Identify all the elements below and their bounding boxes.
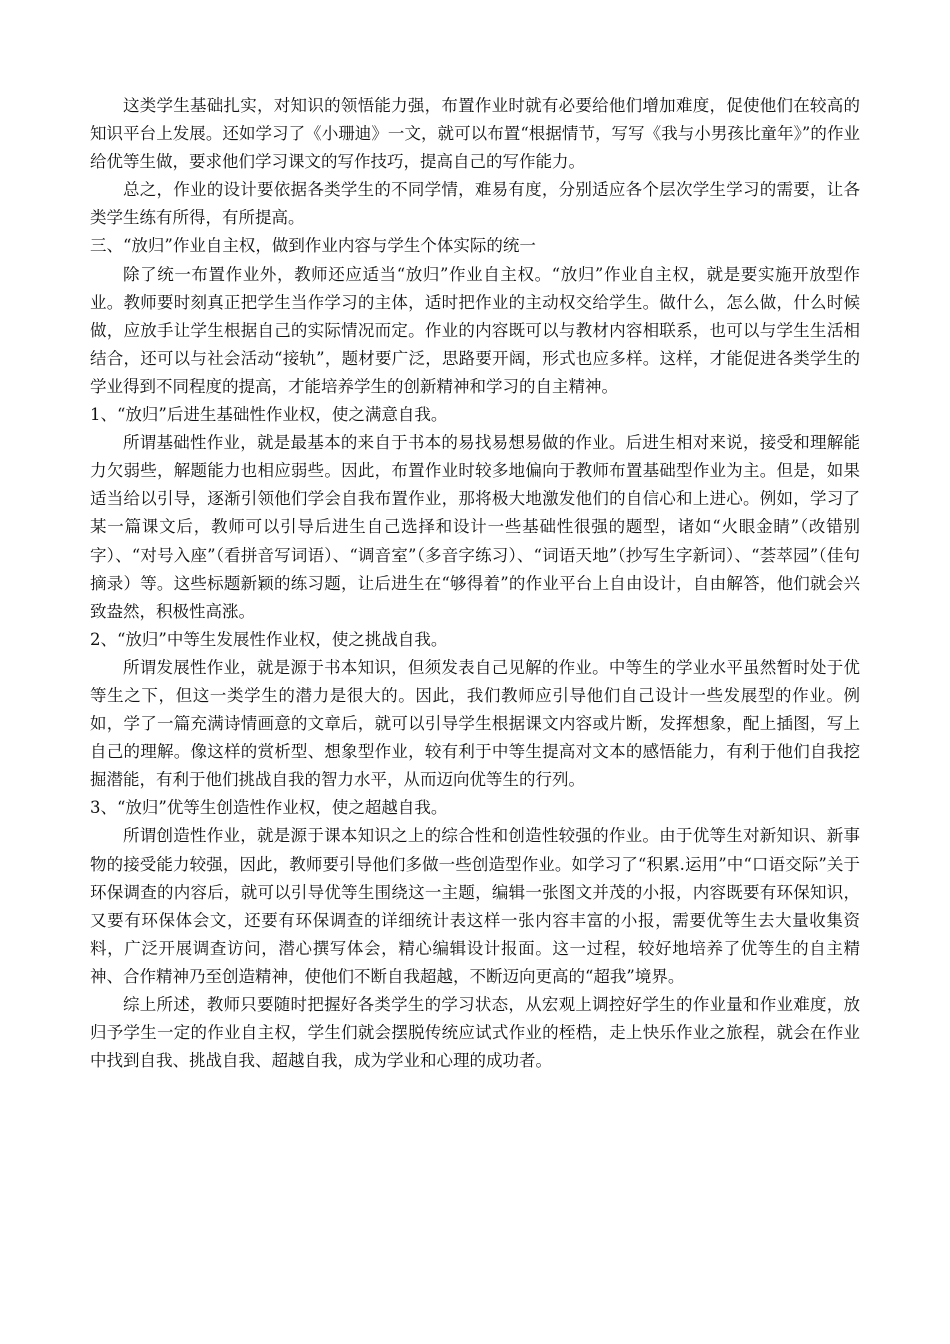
subheading-1-basic-homework: 1、“放归”后进生基础性作业权，使之满意自我。 — [90, 405, 448, 425]
subheading-2-developmental-homework: 2、“放归”中等生发展性作业权，使之挑战自我。 — [90, 629, 448, 649]
paragraph-top-students-homework: 这类学生基础扎实，对知识的领悟能力强，布置作业时就有必要给他们增加难度，促使他们在较高的知识平台上发展。还如学习了《小珊迪》一文，就可以布置“根据情节，写写《我与小男孩比童年》”的作业给优等生做，要求他们学习课文的写作技巧，提高自己的写作能力。 — [90, 96, 860, 172]
paragraph-summary-design: 总之，作业的设计要依据各类学生的不同学情，难易有度，分别适应各个层次学生学习的需要，让各类学生练有所得，有所提高。 — [90, 180, 860, 228]
subheading-3-creative-homework: 3、“放归”优等生创造性作业权，使之超越自我。 — [90, 798, 448, 818]
paragraph-creative-homework: 所谓创造性作业，就是源于课本知识之上的综合性和创造性较强的作业。由于优等生对新知识、新事物的接受能力较强，因此，教师要引导他们多做一些创造型作业。如学习了“积累.运用”中“口语交际”关于环保调查的内容后，就可以引导优等生围绕这一主题，编辑一张图文并茂的小报，内容既要有环保知识，又要有环保体会文，还要有环保调查的详细统计表这样一张内容丰富的小报，需要优等生去大量收集资料，广泛开展调查访问，潜心撰写体会，精心编辑设计报面。这一过程，较好地培养了优等生的自主精神、合作精神乃至创造精神，使他们不断自我超越，不断迈向更高的“超我”境界。 — [90, 826, 860, 986]
paragraph-open-homework: 除了统一布置作业外，教师还应适当“放归”作业自主权。“放归”作业自主权，就是要实施开放型作业。教师要时刻真正把学生当作学习的主体，适时把作业的主动权交给学生。做什么，怎么做，什么时候做，应放手让学生根据自己的实际情况而定。作业的内容既可以与教材内容相联系，也可以与学生生活相结合，还可以与社会活动“接轨”，题材要广泛，思路要开阔，形式也应多样。这样，才能促进各类学生的学业得到不同程度的提高，才能培养学生的创新精神和学习的自主精神。 — [90, 264, 860, 396]
paragraph-basic-homework: 所谓基础性作业，就是最基本的来自于书本的易找易想易做的作业。后进生相对来说，接受和理解能力欠弱些，解题能力也相应弱些。因此，布置作业时较多地偏向于教师布置基础型作业为主。但是，如果适当给以引导，逐渐引领他们学会自我布置作业，那将极大地激发他们的自信心和上进心。例如，学习了某一篇课文后，教师可以引导后进生自己选择和设计一些基础性很强的题型，诸如“火眼金睛”（改错别字）、“对号入座”（看拼音写词语）、“调音室”（多音字练习）、“词语天地”（抄写生字新词）、“荟萃园”（佳句摘录）等。这些标题新颖的练习题，让后进生在“够得着”的作业平台上自由设计，自由解答，他们就会兴致盎然，积极性高涨。 — [90, 433, 860, 621]
paragraph-developmental-homework: 所谓发展性作业，就是源于书本知识，但须发表自己见解的作业。中等生的学业水平虽然暂时处于优等生之下，但这一类学生的潜力是很大的。因此，我们教师应引导他们自己设计一些发展型的作业。例如，学了一篇充满诗情画意的文章后，就可以引导学生根据课文内容或片断，发挥想象，配上插图，写上自己的理解。像这样的赏析型、想象型作业，较有利于中等生提高对文本的感悟能力，有利于他们自我挖掘潜能，有利于他们挑战自我的智力水平，从而迈向优等生的行列。 — [90, 657, 860, 790]
section-heading-3: 三、“放归”作业自主权，做到作业内容与学生个体实际的统一 — [90, 236, 536, 256]
paragraph-conclusion: 综上所述，教师只要随时把握好各类学生的学习状态，从宏观上调控好学生的作业量和作业难度，放归予学生一定的作业自主权，学生们就会摆脱传统应试式作业的桎梏，走上快乐作业之旅程，就会在作业中找到自我、挑战自我、超越自我，成为学业和心理的成功者。 — [90, 995, 860, 1071]
document-page — [90, 92, 860, 1075]
